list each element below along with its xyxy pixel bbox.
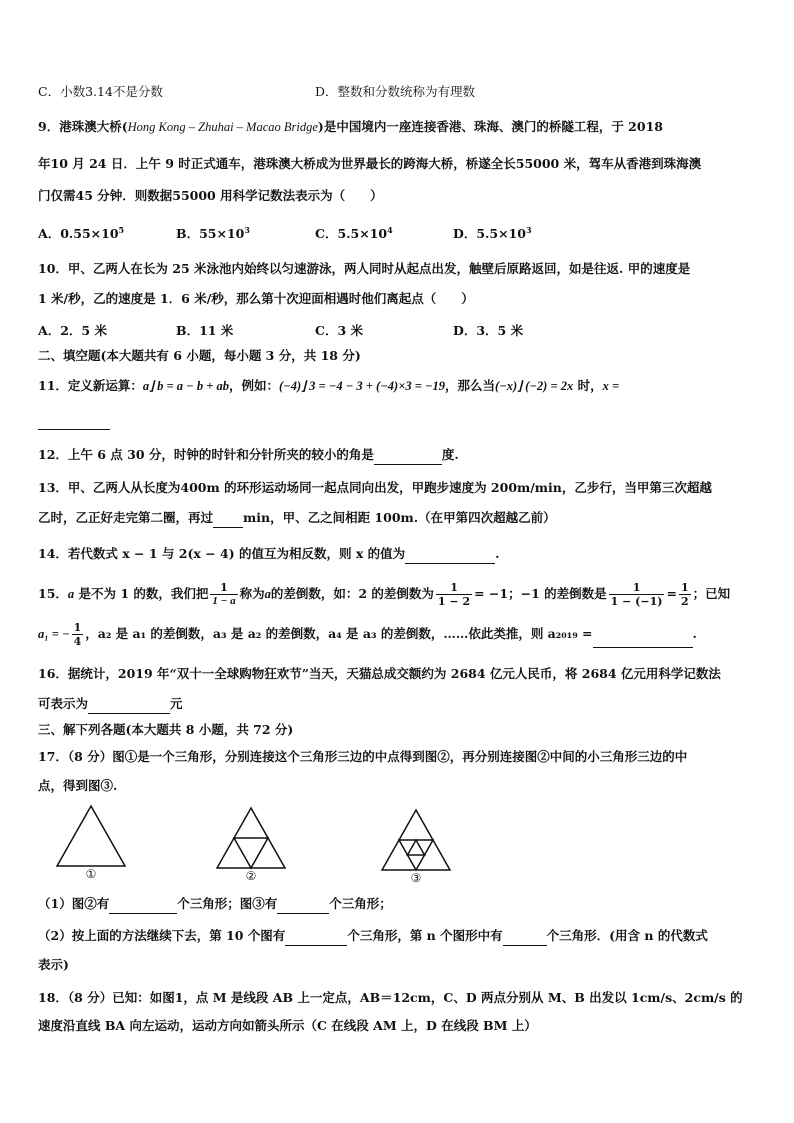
q10-option-c: C．3 米	[315, 323, 363, 338]
q17-sub1-blank1[interactable]	[109, 897, 177, 914]
q17-line2: 点，得到图③.	[38, 778, 118, 793]
section2-heading: 二、填空题(本大题共有 6 小题，每小题 3 分，共 18 分)	[38, 348, 361, 363]
figure-2-label: ②	[245, 869, 257, 883]
q10-option-d: D．3．5 米	[453, 323, 524, 338]
q9-line3: 门仅需45 分钟．则数据55000 用科学记数法表示为（ ）	[38, 188, 383, 203]
q11-answer-line	[38, 410, 756, 430]
q17-line1: 17．（8 分）图①是一个三角形，分别连接这个三角形三边的中点得到图②，再分别连接图②中间的小三角形三边的中	[38, 749, 688, 764]
q15-fraction-definition: $\frac{1}{1 - a}$	[212, 581, 236, 607]
q13-answer-blank[interactable]	[213, 511, 243, 528]
q8-option-d: D．整数和分数统称为有理数	[315, 84, 476, 99]
q9-post: )是中国境内一座连接香港、珠海、澳门的桥隧工程，于 2018	[317, 119, 663, 134]
q17-sub2-line2: 表示)	[38, 957, 69, 972]
q9-option-a: A．$0.55\times 10^5$	[38, 224, 125, 241]
q14-answer-blank[interactable]	[405, 547, 495, 564]
q17-sub2: （2）按上面的方法继续下去，第 10 个图有 个三角形，第 n 个图形中有 个三角形．(用含 n 的代数式	[38, 926, 756, 946]
q15-fraction-half: $\frac{1}{2}$	[680, 581, 689, 608]
q12-answer-blank[interactable]	[374, 448, 442, 465]
q9-option-d: D．$5.5\times 10^3$	[453, 224, 532, 241]
q16-line2: 可表示为 元	[38, 694, 756, 714]
q13-line1: 13．甲、乙两人从长度为400m 的环形运动场同一起点同向出发，甲跑步速度为 200m/min，乙步行，当甲第三次超越	[38, 480, 712, 495]
q9-english: Hong Kong – Zhuhai – Macao Bridge	[127, 120, 318, 134]
q11-line1: 11．定义新运算：a⌋ b = a − b + ab，例如：(−4)⌋ 3 = −4 − 3 + (−4)×3 = −19，那么当(−x)⌋ (−2) = 2x 时，x =	[38, 378, 620, 393]
q10-line2: 1 米/秒，乙的速度是 1．6 米/秒，那么第十次迎面相遇时他们离起点（ ）	[38, 291, 474, 306]
q15-fraction-example1: $\frac{1}{1 - 2}$	[437, 581, 471, 608]
q9-option-b: B．$55\times 10^3$	[176, 224, 250, 241]
q9-pre: 港珠澳大桥(	[59, 119, 128, 134]
figure-1-triangle	[55, 804, 127, 868]
q12-line: 12．上午 6 点 30 分，时钟的时针和分针所夹的较小的角是 度.	[38, 445, 756, 465]
section3-heading: 三、解下列各题(本大题共 8 小题，共 72 分)	[38, 722, 294, 737]
q9-line1	[38, 117, 756, 137]
figure-2-triangle	[215, 806, 287, 870]
figure-3-triangle	[380, 808, 452, 872]
q15-answer-blank[interactable]	[593, 631, 693, 648]
q18-line2: 速度沿直线 BA 向左运动，运动方向如箭头所示（C 在线段 AM 上，D 在线段 BM 上）	[38, 1018, 537, 1033]
figure-1-label: ①	[85, 867, 97, 881]
q17-sub1: （1）图②有 个三角形；图③有 个三角形；	[38, 894, 756, 914]
q11-answer-blank[interactable]	[38, 413, 110, 430]
q17-sub2-blank1[interactable]	[285, 929, 347, 946]
q16-answer-blank[interactable]	[88, 697, 170, 714]
q13-line2: 乙时，乙正好走完第二圈，再过 min，甲、乙之间相距 100m.（在甲第四次超越乙前）	[38, 508, 756, 528]
q10-option-a: A．2．5 米	[38, 323, 107, 338]
q17-sub1-blank2[interactable]	[277, 897, 329, 914]
q15-line2: a₁ = − $\frac{1}{4}$ ，a₂ 是 a₁ 的差倒数，a₃ 是 a₂ 的差倒数，a₄ 是 a₃ 的差倒数，……依此类推，则 a₂₀₁₉ = .	[38, 621, 697, 648]
q18-line1: 18．（8 分）已知：如图1，点 M 是线段 AB 上一定点，AB＝12cm，C、D 两点分别从 M、B 出发以 1cm/s、2cm/s 的	[38, 990, 743, 1005]
q15-line1: 15．a 是不为 1 的数，我们把 $\frac{1}{1 - a}$ 称为a的差倒数，如：2 的差倒数为 $\frac{1}{1 - 2}$ = −1；−1 的差倒数是 $\frac{1}{1 - (-1)}$ = $\frac{1}{2}$ ；已知	[38, 581, 731, 608]
q15-fraction-example2: $\frac{1}{1 - (-1)}$	[610, 581, 663, 608]
q10-line1: 10．甲、乙两人在长为 25 米泳池内始终以匀速游泳，两人同时从起点出发，触壁后原路返回，如是往返. 甲的速度是	[38, 261, 691, 276]
q14-line: 14．若代数式 x − 1 与 2(x − 4) 的值互为相反数，则 x 的值为 .	[38, 544, 756, 564]
q8-option-c: C．小数3.14不是分数	[38, 84, 163, 99]
q16-line1: 16．据统计，2019 年“双十一全球购物狂欢节”当天，天猫总成交额约为 2684 亿元人民币，将 2684 亿元用科学记数法	[38, 666, 721, 681]
q15-fraction-a1: $\frac{1}{4}$	[73, 621, 82, 648]
q10-option-b: B．11 米	[176, 323, 234, 338]
q9-number: 9．	[38, 119, 60, 134]
q17-sub2-blank2[interactable]	[503, 929, 547, 946]
q9-option-c: C．$5.5\times 10^4$	[315, 224, 393, 241]
q9-line2: 年10 月 24 日．上午 9 时正式通车，港珠澳大桥成为世界最长的跨海大桥，桥遂全长55000 米，驾车从香港到珠海澳	[38, 156, 702, 171]
figure-3-label: ③	[410, 871, 422, 885]
